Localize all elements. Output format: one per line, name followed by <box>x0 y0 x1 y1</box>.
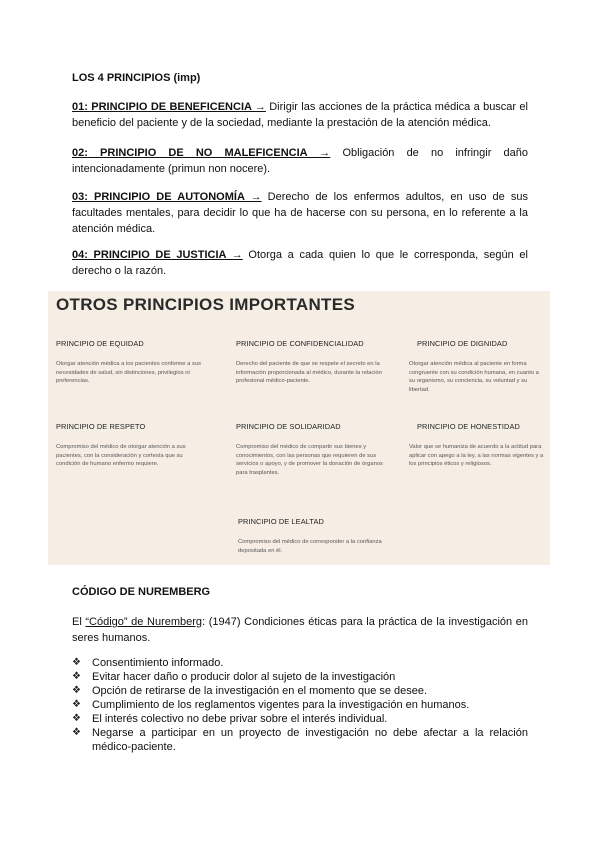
list-item-text: Negarse a participar en un proyecto de investigación no debe afectar a la relación médico-paciente. <box>92 727 528 753</box>
principle-text: Obligación de no infringir daño intencionadamente (primun non nocere). <box>72 147 528 175</box>
nuremberg-intro-suffix: : (1947) Condiciones éticas para la práctica de la investigación en seres humanos. <box>72 616 528 644</box>
principle-card-desc: Compromiso del médico de compartir sus bienes y conocimientos, con las personas que requieren de sus servicios o apoyo, y de promover la donación de órganos para trasplantes. <box>236 444 383 476</box>
principle-card-name: PRINCIPIO DE EQUIDAD <box>56 339 144 348</box>
nuremberg-intro <box>72 614 528 646</box>
principle-card-desc: Compromiso del médico de otorgar atención a sus pacientes, con la consideración y cortesía que su condición de humano enfermo requiere. <box>56 444 186 468</box>
other-principles-image <box>48 291 550 565</box>
principles-heading: LOS 4 PRINCIPIOS (imp) <box>72 72 201 84</box>
list-item-text: Consentimiento informado. <box>92 657 224 669</box>
principle-card-equidad <box>56 339 204 386</box>
principle-no-maleficencia <box>72 145 528 177</box>
principle-card-solidaridad <box>236 422 384 477</box>
principle-label: 03: PRINCIPIO DE AUTONOMÍA → <box>72 191 262 203</box>
list-item <box>72 684 528 698</box>
principle-label: 04: PRINCIPIO DE JUSTICIA → <box>72 249 243 261</box>
principle-card-name: PRINCIPIO DE CONFIDENCIALIDAD <box>236 339 364 348</box>
principle-card-confidencialidad <box>236 339 384 386</box>
diamond-bullet-icon: ❖ <box>72 671 81 682</box>
principle-card-lealtad <box>238 517 386 555</box>
principle-card-name: PRINCIPIO DE DIGNIDAD <box>417 339 508 348</box>
principle-text: Otorga a cada quien lo que le corresponda, según el derecho o la razón. <box>72 249 528 277</box>
principle-card-name: PRINCIPIO DE RESPETO <box>56 422 146 431</box>
principle-text: Derecho de los enfermos adultos, en uso de sus facultades mentales, para decidir lo que ha de hacerse con su persona, en lo referente a la atención médica. <box>72 191 528 235</box>
principle-label: 01: PRINCIPIO DE BENEFICENCIA → <box>72 101 266 113</box>
diamond-bullet-icon: ❖ <box>72 699 81 710</box>
nuremberg-link[interactable]: “Código” de Nuremberg <box>85 616 203 628</box>
principle-card-desc: Otorgar atención médica al paciente en forma congruente con su condición humana, en cuanto a su organismo, su conciencia, su voluntad y su libertad. <box>409 361 539 393</box>
list-item <box>72 712 528 726</box>
principle-beneficencia <box>72 99 528 131</box>
principle-autonomia <box>72 189 528 237</box>
diamond-bullet-icon: ❖ <box>72 727 81 738</box>
list-item <box>72 698 528 712</box>
list-item <box>72 670 528 684</box>
principle-justicia <box>72 247 528 279</box>
nuremberg-intro-prefix: El <box>72 616 86 628</box>
principle-label: 02: PRINCIPIO DE NO MALEFICENCIA → <box>72 147 331 159</box>
list-item <box>72 726 528 754</box>
principle-text: Dirigir las acciones de la práctica médica a buscar el beneficio del paciente y de la sociedad, mediante la prestación de la atención médica. <box>72 101 528 129</box>
list-item-text: Evitar hacer daño o producir dolor al sujeto de la investigación <box>92 671 396 683</box>
other-principles-title: OTROS PRINCIPIOS IMPORTANTES <box>56 295 355 314</box>
list-item-text: El interés colectivo no debe privar sobre el interés individual. <box>92 713 388 725</box>
principle-card-desc: Otorgar atención médica a los pacientes conforme a sus necesidades de salud, sin distinciones, privilegios ni preferencias. <box>56 361 201 385</box>
principle-card-dignidad <box>409 339 545 394</box>
list-item <box>72 656 528 670</box>
diamond-bullet-icon: ❖ <box>72 713 81 724</box>
principle-card-honestidad <box>409 422 545 469</box>
principle-card-name: PRINCIPIO DE HONESTIDAD <box>417 422 520 431</box>
list-item-text: Cumplimiento de los reglamentos vigentes para la investigación en humanos. <box>92 699 470 711</box>
nuremberg-heading: CÓDIGO DE NUREMBERG <box>72 586 211 598</box>
principle-card-desc: Compromiso del médico de corresponder a la confianza depositada en él. <box>238 539 382 554</box>
list-item-text: Opción de retirarse de la investigación en el momento que se desee. <box>92 685 428 697</box>
diamond-bullet-icon: ❖ <box>72 657 81 668</box>
nuremberg-conditions-list <box>72 656 528 754</box>
principle-card-name: PRINCIPIO DE SOLIDARIDAD <box>236 422 341 431</box>
principle-card-name: PRINCIPIO DE LEALTAD <box>238 517 324 526</box>
diamond-bullet-icon: ❖ <box>72 685 81 696</box>
principle-card-desc: Derecho del paciente de que se respete el secreto en la información proporcionada al médico, durante la relación profesional médico-paciente. <box>236 361 382 385</box>
principle-card-desc: Valor que se humaniza de acuerdo a la actitud para aplicar con apego a la ley, a las normas vigentes y a los principios éticos y religiosos. <box>409 444 544 468</box>
principle-card-respeto <box>56 422 204 469</box>
